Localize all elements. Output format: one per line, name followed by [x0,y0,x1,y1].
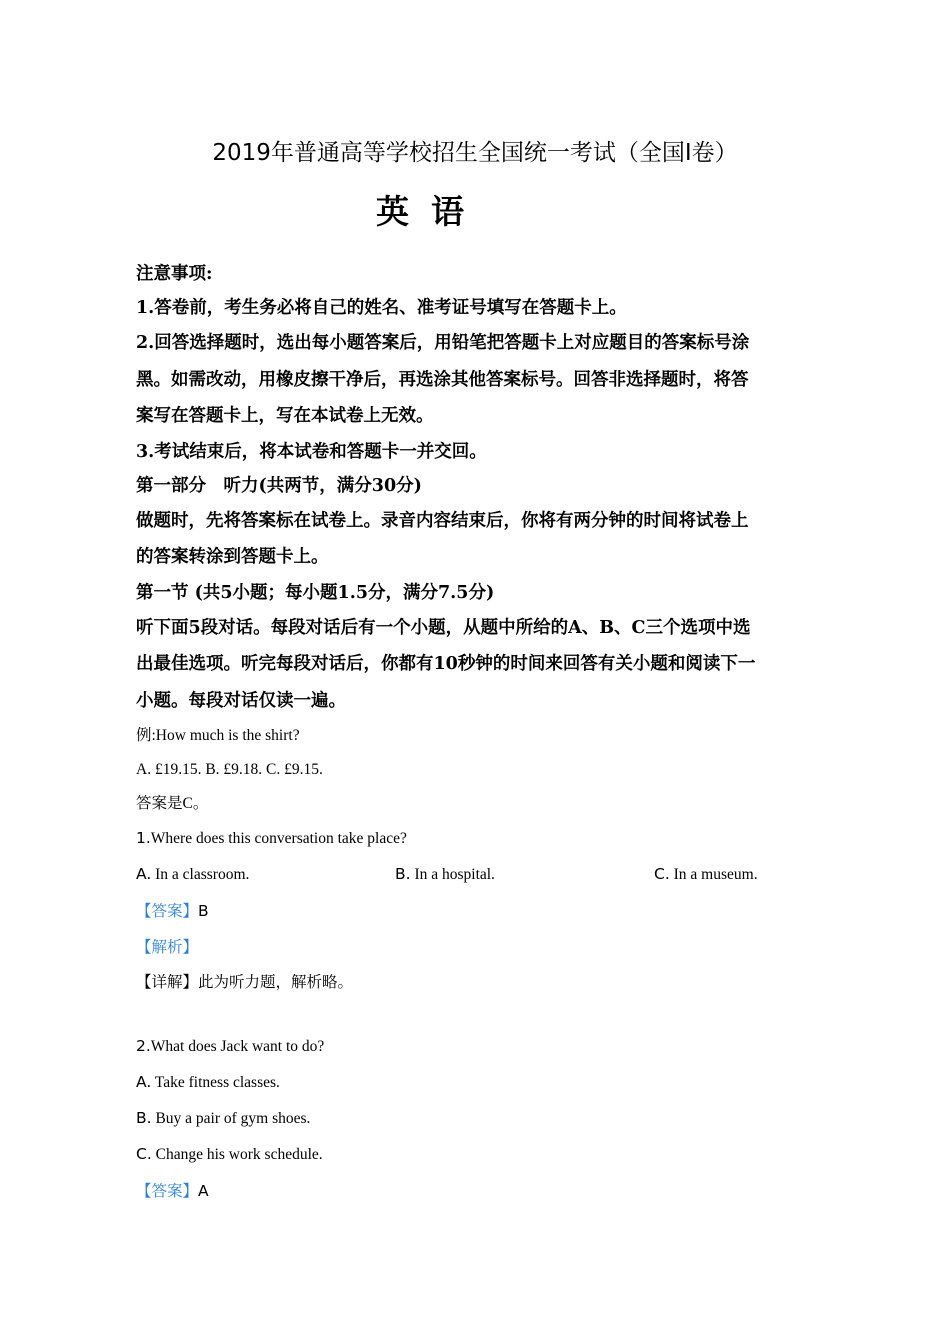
q2-answer [136,1179,209,1201]
q2-option-a-text: Take fitness classes. [151,1074,280,1091]
q2-option-b-label: B. [136,1109,152,1127]
q1-answer-value: B [198,902,209,920]
q1-option-a [136,863,249,886]
q2-option-b-text: Buy a pair of gym shoes. [151,1110,311,1127]
q1-answer [136,899,209,921]
q1-option-c-text: In a museum. [669,866,758,883]
q1-option-b-text: In a hospital. [410,866,495,883]
section1-instr-line-1: 听下面5段对话。每段对话后有一个小题，从题中所给的A、B、C三个选项中选 [136,618,751,638]
notes-item-1: 1.答卷前，考生务必将自己的姓名、准考证号填写在答题卡上。 [136,298,627,318]
q2-option-c-text: Change his work schedule. [151,1146,323,1163]
q2-option-a-label: A. [136,1073,152,1091]
q1-option-c-label: C. [654,865,670,883]
q1-question [136,827,407,850]
part1-instr-line-2: 的答案转涂到答题卡上。 [136,547,329,567]
notes-heading: 注意事项: [136,264,213,284]
example-options: A. £19.15. B. £9.18. C. £9.15. [136,761,323,778]
q1-answer-tag: 【答案】 [136,902,199,920]
section1-instr-line-3: 小题。每段对话仅读一遍。 [136,691,346,711]
section1-heading: 第一节 (共5小题；每小题1.5分，满分7.5分) [136,583,495,603]
q2-answer-tag: 【答案】 [136,1182,199,1200]
exam-title: 2019年普通高等学校招生全国统一考试（全国I卷） [212,140,738,166]
q1-option-b-label: B. [395,865,411,883]
q2-question [136,1035,324,1058]
q2-question-text: What does Jack want to do? [150,1038,325,1055]
q1-option-c [654,863,758,886]
q2-option-c-label: C. [136,1145,152,1163]
part1-instr-line-1: 做题时，先将答案标在试卷上。录音内容结束后，你将有两分钟的时间将试卷上 [136,511,749,531]
q1-option-a-text: In a classroom. [151,866,250,883]
q2-number: 2. [136,1037,151,1055]
q2-option-b [136,1107,310,1130]
notes-item-2-line-2: 黑。如需改动，用橡皮擦干净后，再选涂其他答案标号。回答非选择题时，将答 [136,370,749,390]
notes-item-2-line-3: 案写在答题卡上，写在本试卷上无效。 [136,406,434,426]
q2-answer-value: A [198,1182,209,1200]
q2-option-c [136,1143,323,1166]
q1-question-text: Where does this conversation take place? [150,830,407,847]
q1-detail: 【详解】此为听力题，解析略。 [136,973,354,991]
example-question: 例:How much is the shirt? [136,727,300,744]
notes-item-3: 3.考试结束后，将本试卷和答题卡一并交回。 [136,442,487,462]
part1-heading: 第一部分 听力(共两节，满分30分) [136,476,422,496]
section1-instr-line-2: 出最佳选项。听完每段对话后，你都有10秒钟的时间来回答有关小题和阅读下一 [136,654,756,674]
q1-option-a-label: A. [136,865,152,883]
q1-option-b [395,863,495,886]
q1-analysis [136,935,198,957]
q1-analysis-tag: 【解析】 [136,938,199,956]
subject-heading: 英语 [376,192,486,231]
q1-number: 1. [136,829,151,847]
q2-option-a [136,1071,280,1094]
notes-item-2-line-1: 2.回答选择题时，选出每小题答案后，用铅笔把答题卡上对应题目的答案标号涂 [136,333,750,353]
example-answer: 答案是C。 [136,795,209,812]
